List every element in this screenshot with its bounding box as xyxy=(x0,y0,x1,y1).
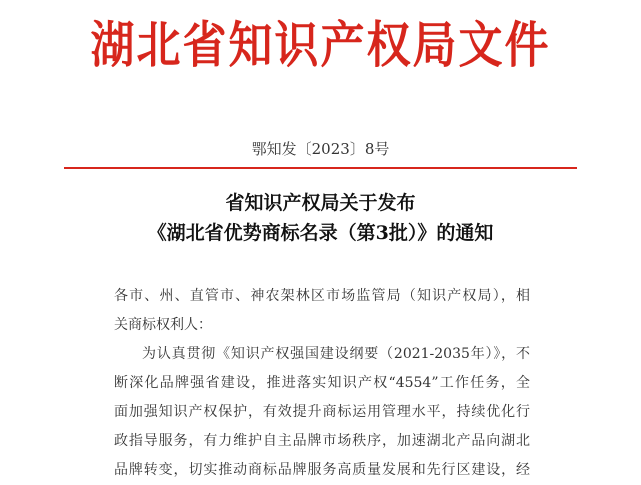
body-line-1: 为认真贯彻《知识产权强国建设纲要（2021-2035年）》，不 xyxy=(142,346,530,362)
red-separator-line xyxy=(64,167,577,169)
notice-title-line-2: 《湖北省优势商标名录（第3批）》的通知 xyxy=(147,222,494,244)
body-line-3: 面加强知识产权保护，有效提升商标运用管理水平，持续优化行 xyxy=(114,404,530,420)
body-line-5: 品牌转变，切实推动商标品牌服务高质量发展和先行区建设，经 xyxy=(114,462,530,478)
body-line-4: 政指导服务，有力维护自主品牌市场秩序，加速湖北产品向湖北 xyxy=(114,433,530,449)
salutation-line-2: 关商标权利人： xyxy=(114,317,212,333)
salutation-line-1: 各市、州、直管市、神农架林区市场监管局（知识产权局），相 xyxy=(114,288,530,304)
document-number: 鄂知发〔2023〕8号 xyxy=(251,140,390,158)
body-line-2: 断深化品牌强省建设，推进落实知识产权“4554”工作任务，全 xyxy=(114,375,530,391)
notice-title-line-1: 省知识产权局关于发布 xyxy=(225,192,416,214)
masthead-title: 湖北省知识产权局文件 xyxy=(90,17,551,75)
